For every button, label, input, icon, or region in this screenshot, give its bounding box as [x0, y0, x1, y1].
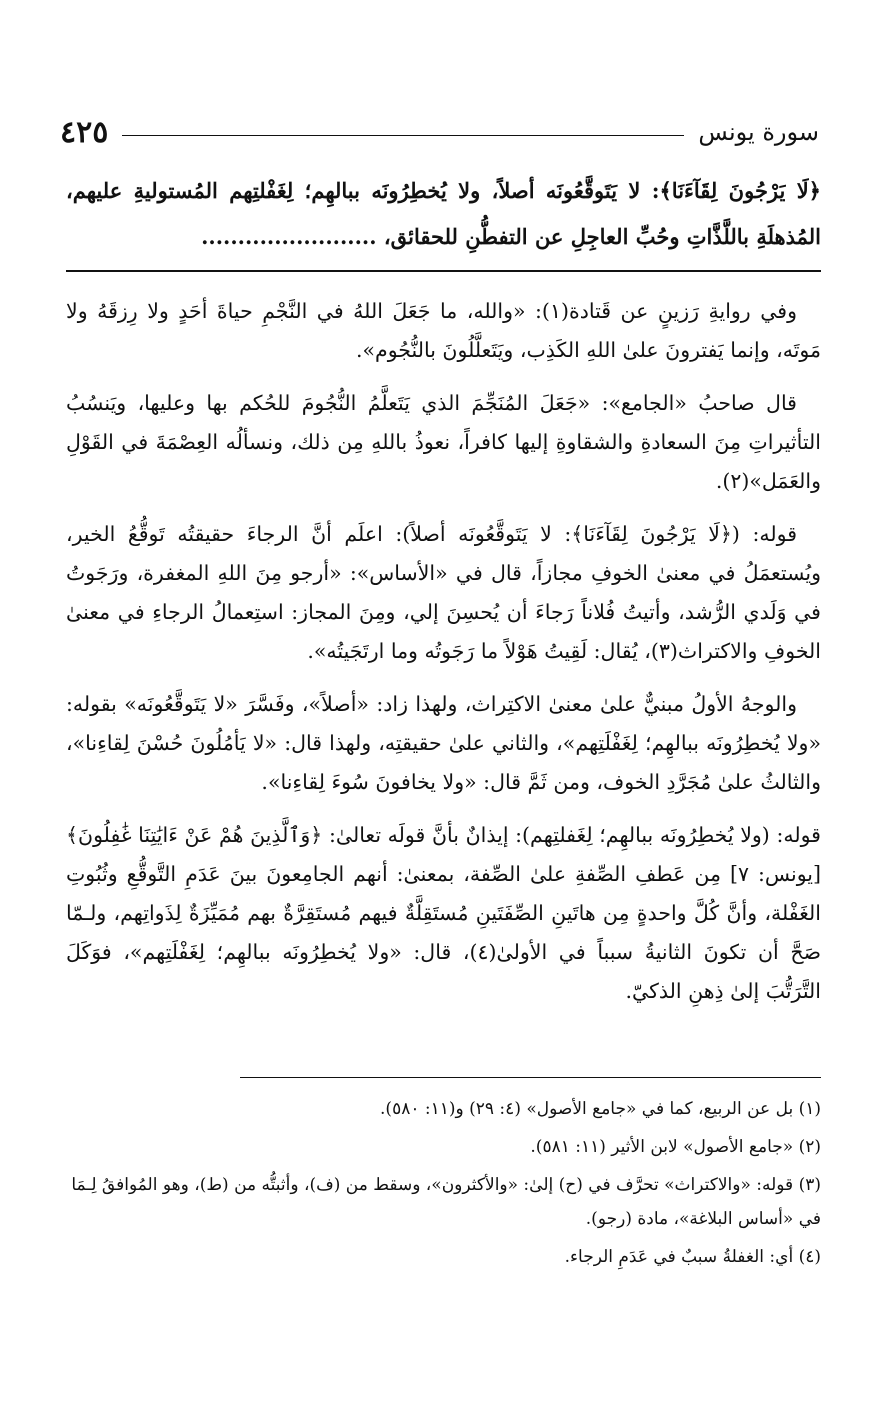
- footnote: (٣) قوله: «والاكتراث» تحرَّف في (ح) إلىٰ: «والأكثرون»، وسقط من (ف)، وأثبتُّه من (ط)، وهو المُوافقُ لِـمَا في «أساس البلاغة»، مادة (رجو).: [71, 1175, 821, 1229]
- verse-gloss: : لا يَتَوقَّعُونَه أصلاً، ولا يُخطِرُونَه ببالهِم؛ لِغَفْلتِهم المُستوليةِ عليهم، المُذهلَةِ باللَّذَّاتِ وحُبِّ العاجِلِ عن التفطُّنِ للحقائق، ........................: [66, 178, 821, 249]
- quranic-verse: ﴿لَا يَرْجُونَ لِقَآءَنَا﴾: [659, 178, 821, 203]
- paragraph: قوله: (﴿لَا يَرْجُونَ لِقَآءَنَا﴾: لا يَتَوقَّعُونَه أصلاً): اعلَم أنَّ الرجاءَ حقيقتُه تَوقُّعُ الخير، ويُستعمَلُ في معنىٰ الخوفِ مجازاً، قال في «الأساس»: «أرجو مِنَ اللهِ المغفرة، ورَجَوتُ في وَلَدي الرُّشد، وأتيتُ فُلاناً رَجاءَ أن يُحسِنَ إلي، ومِنَ المجاز: استِعمالُ الرجاءِ في معنىٰ الخوفِ والاكتراث(٣)، يُقال: لَقِيتُ هَوْلاً ما رَجَوتُه وما ارتَجَيتُه».: [66, 522, 821, 663]
- page-header: [60, 112, 819, 152]
- verse-block: [66, 168, 821, 260]
- footnote: (١) بل عن الربيع، كما في «جامع الأصول» (٤: ٢٩) و(١١: ٥٨٠).: [380, 1099, 821, 1119]
- surah-name: سورة يونس: [698, 118, 819, 146]
- footnote: (٢) «جامع الأصول» لابن الأثير (١١: ٥٨١).: [530, 1137, 821, 1157]
- footnote-divider: [240, 1077, 821, 1078]
- header-rule: [122, 135, 684, 136]
- paragraph: وفي روايةِ رَزينٍ عن قَتادة(١): «والله، ما جَعَلَ اللهُ في النَّجْمِ حياةَ أحَدٍ ولا رِزقَهُ ولا مَوتَه، وإنما يَفترونَ علىٰ اللهِ الكَذِب، ويَتَعلَّلُونَ بالنُّجُوم».: [66, 299, 821, 362]
- commentary-body: [66, 292, 821, 1025]
- paragraph: والوجهُ الأولُ مبنيٌّ علىٰ معنىٰ الاكتِراث، ولهذا زاد: «أصلاً»، وفَسَّرَ «لا يَتَوقَّعُونَه» بقوله: «ولا يُخطِرُونَه ببالهِم؛ لِغَفْلَتِهم»، والثاني علىٰ حقيقتِه، ولهذا قال: «لا يَأمُلُونَ حُسْنَ لِقاءِنا»، والثالثُ علىٰ مُجَرَّدِ الخوف، ومن ثَمَّ قال: «ولا يخافونَ سُوءَ لِقاءِنا».: [66, 692, 821, 794]
- verse-divider: [66, 270, 821, 272]
- paragraph: قال صاحبُ «الجامع»: «جَعَلَ المُنَجِّمَ الذي يَتَعلَّمُ النُّجُومَ للحُكم بها وعليها، ويَنسُبُ التأثيراتِ مِنَ السعادةِ والشقاوةِ إليها كافراً، نعوذُ باللهِ مِن ذلك، ونسألُه العِصْمَةَ في القَوْلِ والعَمَل»(٢).: [66, 391, 821, 493]
- paragraph: قوله: (ولا يُخطِرُونَه ببالهِم؛ لِغَفلتِهم): إيذانٌ بأنَّ قولَه تعالىٰ: ﴿وَٱلَّذِينَ هُمْ عَنْ ءَايَٰتِنَا غَٰفِلُونَ﴾ [يونس: ٧] مِن عَطفِ الصِّفةِ علىٰ الصِّفة، بمعنىٰ: أنهم الجامِعونَ بينَ عَدَمِ التَّوقُّعِ وثُبُوتِ الغَفْلة، وأنَّ كُلَّ واحدةٍ مِن هاتَينِ الصِّفَتَينِ مُستَقِلَّةٌ فيهم مُستَقِرَّةٌ بهم مُمَيِّزَةٌ لِذَواتِهم، ولـمّا صَحَّ أن تكونَ الثانيةُ سبباً في الأولىٰ(٤)، قال: «ولا يُخطِرُونَه ببالهِم؛ لِغَفْلَتِهم»، فوَكَلَ التَّرَتُّبَ إلىٰ ذِهنِ الذكيّ.: [66, 823, 821, 1003]
- footnotes: [66, 1092, 821, 1278]
- page-number: ٤٢٥: [60, 114, 109, 150]
- footnote: (٤) أي: الغفلةُ سببٌ في عَدَمِ الرجاء.: [564, 1247, 821, 1267]
